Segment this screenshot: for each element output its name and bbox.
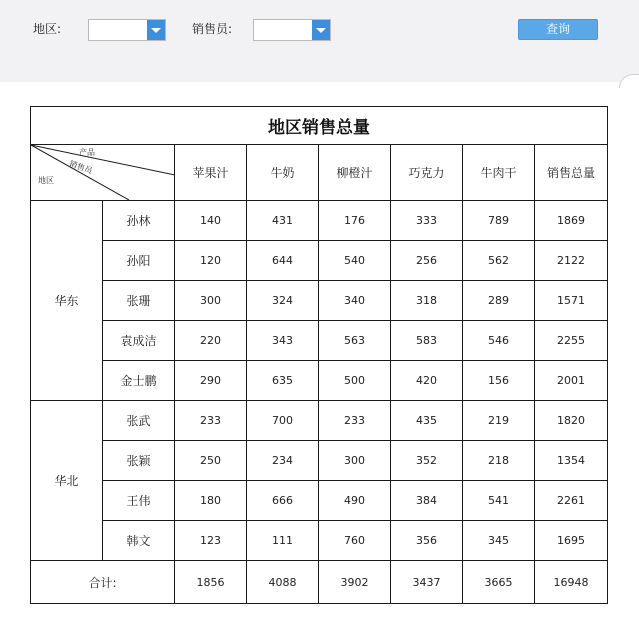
corner-label-product: 产品: [79, 148, 95, 157]
value-cell: 343: [247, 321, 319, 361]
value-cell: 219: [463, 401, 535, 441]
value-cell: 345: [463, 521, 535, 561]
value-cell: 563: [319, 321, 391, 361]
value-cell: 540: [319, 241, 391, 281]
chevron-down-icon[interactable]: [147, 20, 165, 40]
seller-name-cell: 张珊: [103, 281, 175, 321]
value-cell: 500: [319, 361, 391, 401]
total-value-cell: 1856: [175, 561, 247, 604]
seller-select[interactable]: [253, 19, 331, 41]
value-cell: 583: [391, 321, 463, 361]
chevron-down-icon[interactable]: [312, 20, 330, 40]
value-cell: 352: [391, 441, 463, 481]
total-label: 合计:: [31, 561, 175, 604]
table-row: [31, 481, 608, 521]
table-row: [31, 441, 608, 481]
value-cell: 120: [175, 241, 247, 281]
value-cell: 234: [247, 441, 319, 481]
value-cell: 180: [175, 481, 247, 521]
value-cell: 2261: [535, 481, 608, 521]
seller-name-cell: 孙林: [103, 201, 175, 241]
value-cell: 546: [463, 321, 535, 361]
value-cell: 356: [391, 521, 463, 561]
value-cell: 340: [319, 281, 391, 321]
seller-name-cell: 韩文: [103, 521, 175, 561]
value-cell: 300: [175, 281, 247, 321]
total-value-cell: 3902: [319, 561, 391, 604]
seller-name-cell: 张武: [103, 401, 175, 441]
diagonal-header-cell: [31, 145, 175, 201]
value-cell: 435: [391, 401, 463, 441]
filter-toolbar: [0, 0, 639, 82]
corner-label-seller: 销售员: [67, 159, 94, 176]
value-cell: 760: [319, 521, 391, 561]
corner-label-region: 地区: [38, 176, 54, 185]
value-cell: 541: [463, 481, 535, 521]
total-value-cell: 3665: [463, 561, 535, 604]
value-cell: 333: [391, 201, 463, 241]
seller-name-cell: 袁成洁: [103, 321, 175, 361]
value-cell: 140: [175, 201, 247, 241]
query-button[interactable]: 查询: [518, 19, 598, 40]
value-cell: 644: [247, 241, 319, 281]
value-cell: 1571: [535, 281, 608, 321]
value-cell: 300: [319, 441, 391, 481]
total-value-cell: 16948: [535, 561, 608, 604]
value-cell: 789: [463, 201, 535, 241]
value-cell: 220: [175, 321, 247, 361]
table-row: [31, 321, 608, 361]
seller-name-cell: 王伟: [103, 481, 175, 521]
column-header: 销售总量: [535, 145, 608, 201]
value-cell: 490: [319, 481, 391, 521]
seller-name-cell: 孙阳: [103, 241, 175, 281]
column-header: 巧克力: [391, 145, 463, 201]
total-value-cell: 4088: [247, 561, 319, 604]
region-cell: 华东: [31, 201, 103, 401]
table-row: [31, 281, 608, 321]
value-cell: 2255: [535, 321, 608, 361]
value-cell: 289: [463, 281, 535, 321]
value-cell: 666: [247, 481, 319, 521]
diagonal-lines: [31, 145, 175, 200]
value-cell: 156: [463, 361, 535, 401]
table-row: [31, 241, 608, 281]
value-cell: 1354: [535, 441, 608, 481]
value-cell: 2122: [535, 241, 608, 281]
value-cell: 1695: [535, 521, 608, 561]
column-header: 苹果汁: [175, 145, 247, 201]
total-row: [31, 561, 608, 604]
value-cell: 384: [391, 481, 463, 521]
seller-label: 销售员:: [192, 22, 233, 36]
value-cell: 111: [247, 521, 319, 561]
region-cell: 华北: [31, 401, 103, 561]
value-cell: 2001: [535, 361, 608, 401]
value-cell: 256: [391, 241, 463, 281]
value-cell: 635: [247, 361, 319, 401]
seller-name-cell: 金士鹏: [103, 361, 175, 401]
value-cell: 700: [247, 401, 319, 441]
value-cell: 176: [319, 201, 391, 241]
value-cell: 233: [175, 401, 247, 441]
column-header: 柳橙汁: [319, 145, 391, 201]
table-row: [31, 361, 608, 401]
value-cell: 431: [247, 201, 319, 241]
table-row: [31, 201, 608, 241]
value-cell: 123: [175, 521, 247, 561]
sales-report-table: [30, 106, 608, 604]
table-row: [31, 401, 608, 441]
region-select[interactable]: [88, 19, 166, 41]
value-cell: 1820: [535, 401, 608, 441]
value-cell: 1869: [535, 201, 608, 241]
value-cell: 420: [391, 361, 463, 401]
total-value-cell: 3437: [391, 561, 463, 604]
column-header: 牛肉干: [463, 145, 535, 201]
value-cell: 318: [391, 281, 463, 321]
region-label: 地区:: [33, 22, 62, 36]
value-cell: 218: [463, 441, 535, 481]
value-cell: 324: [247, 281, 319, 321]
report-title: 地区销售总量: [31, 107, 608, 145]
value-cell: 290: [175, 361, 247, 401]
value-cell: 233: [319, 401, 391, 441]
table-row: [31, 521, 608, 561]
seller-name-cell: 张颖: [103, 441, 175, 481]
column-header: 牛奶: [247, 145, 319, 201]
value-cell: 562: [463, 241, 535, 281]
value-cell: 250: [175, 441, 247, 481]
